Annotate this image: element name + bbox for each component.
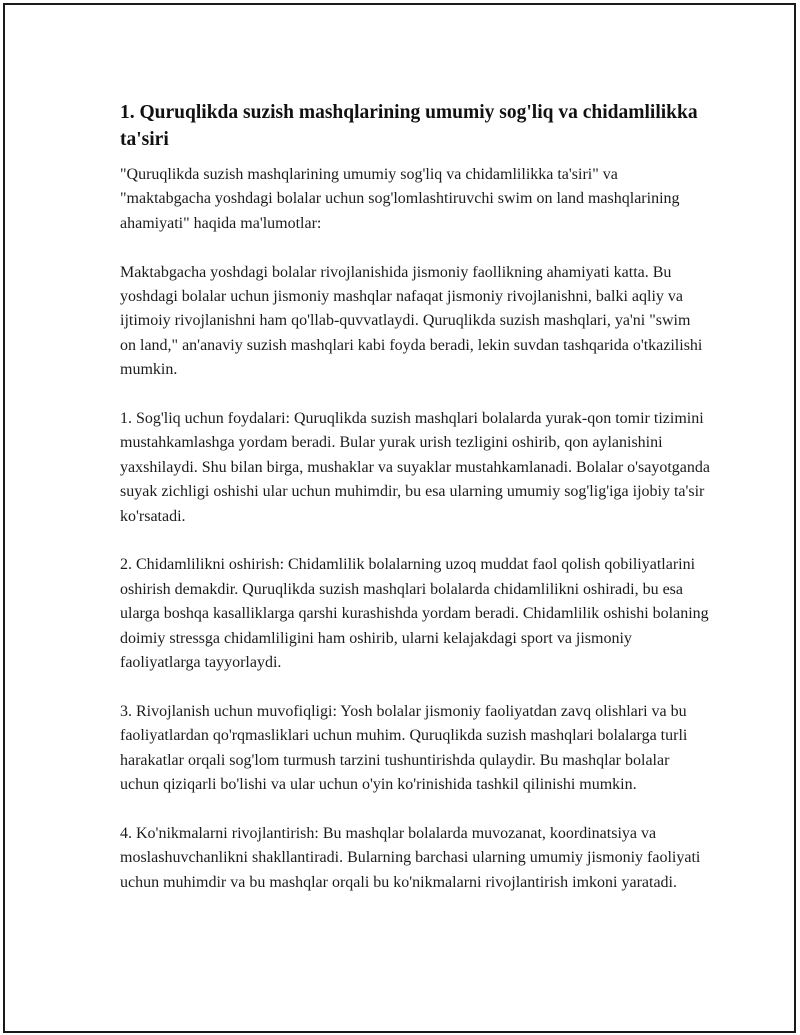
context-paragraph: Maktabgacha yoshdagi bolalar rivojlanishida jismoniy faollikning ahamiyati katta. Bu yoshdagi bolalar uchun jismoniy mashqlar nafaqat jismoniy rivojlanishni, balki aqliy va ijtimoiy rivojlanishni ham qo'llab-quvvatlaydi. Quruqlikda suzish mashqlari, ya'ni "swim on land," an'anaviy suzish mashqlari kabi foyda beradi, lekin suvdan tashqarida o'tkazilishi mumkin. <box>120 263 703 379</box>
health-benefits-paragraph: 1. Sog'liq uchun foydalari: Quruqlikda suzish mashqlari bolalarda yurak-qon tomir tizimini mustahkamlashga yordam beradi. Bular yurak urish tezligini oshirib, qon aylanishini yaxshilaydi. Shu bilan birga, mushaklar va suyaklar mustahkamlanadi. Bolalar o'sayotganda suyak zichligi oshishi ular uchun muhimdir, bu esa ularning umumiy sog'lig'iga ijobiy ta'sir ko'rsatadi. <box>120 410 711 525</box>
skills-paragraph: 4. Ko'nikmalarni rivojlantirish: Bu mashqlar bolalarda muvozanat, koordinatsiya va moslashuvchanlikni shakllantiradi. Bularning barchasi ularning umumiy jismoniy faoliyati uchun muhimdir va bu mashqlar orqali bu ko'nikmalarni rivojlantirish imkoni yaratadi. <box>120 824 701 891</box>
intro-paragraph: "Quruqlikda suzish mashqlarining umumiy sog'liq va chidamlilikka ta'siri" va "maktabgacha yoshdagi bolalar uchun sog'lomlashtiruvchi swim on land mashqlarining ahamiyati" haqida ma'lumotlar: <box>120 166 680 232</box>
development-paragraph: 3. Rivojlanish uchun muvofiqligi: Yosh bolalar jismoniy faoliyatdan zavq olishlari va bu faoliyatlardan qo'rqmasliklari uchun muhim. Quruqlikda suzish mashqlari bolalarga turli harakatlar orqali sog'lom turmush tarzini tushuntirishda qulaydir. Bu mashqlar bolalar uchun qiziqarli bo'lishi va ular uchun o'yin ko'rinishida tashkil qilinishi mumkin. <box>120 702 688 794</box>
page-frame <box>3 3 796 1033</box>
document-body <box>120 99 710 920</box>
endurance-paragraph: 2. Chidamlilikni oshirish: Chidamlilik bolalarning uzoq muddat faol qolish qobiliyatlarini oshirish demakdir. Quruqlikda suzish mashqlari bolalarda chidamlilikni oshiradi, bu esa ularga boshqa kasalliklarga qarshi kurashishda yordam beradi. Chidamlilik oshishi bolaning doimiy stressga chidamliligini ham oshirib, ularni kelajakdagi sport va jismoniy faoliyatlarga tayyorlaydi. <box>120 556 709 672</box>
section-heading: 1. Quruqlikda suzish mashqlarining umumiy sog'liq va chidamlilikka ta'siri <box>120 102 698 150</box>
